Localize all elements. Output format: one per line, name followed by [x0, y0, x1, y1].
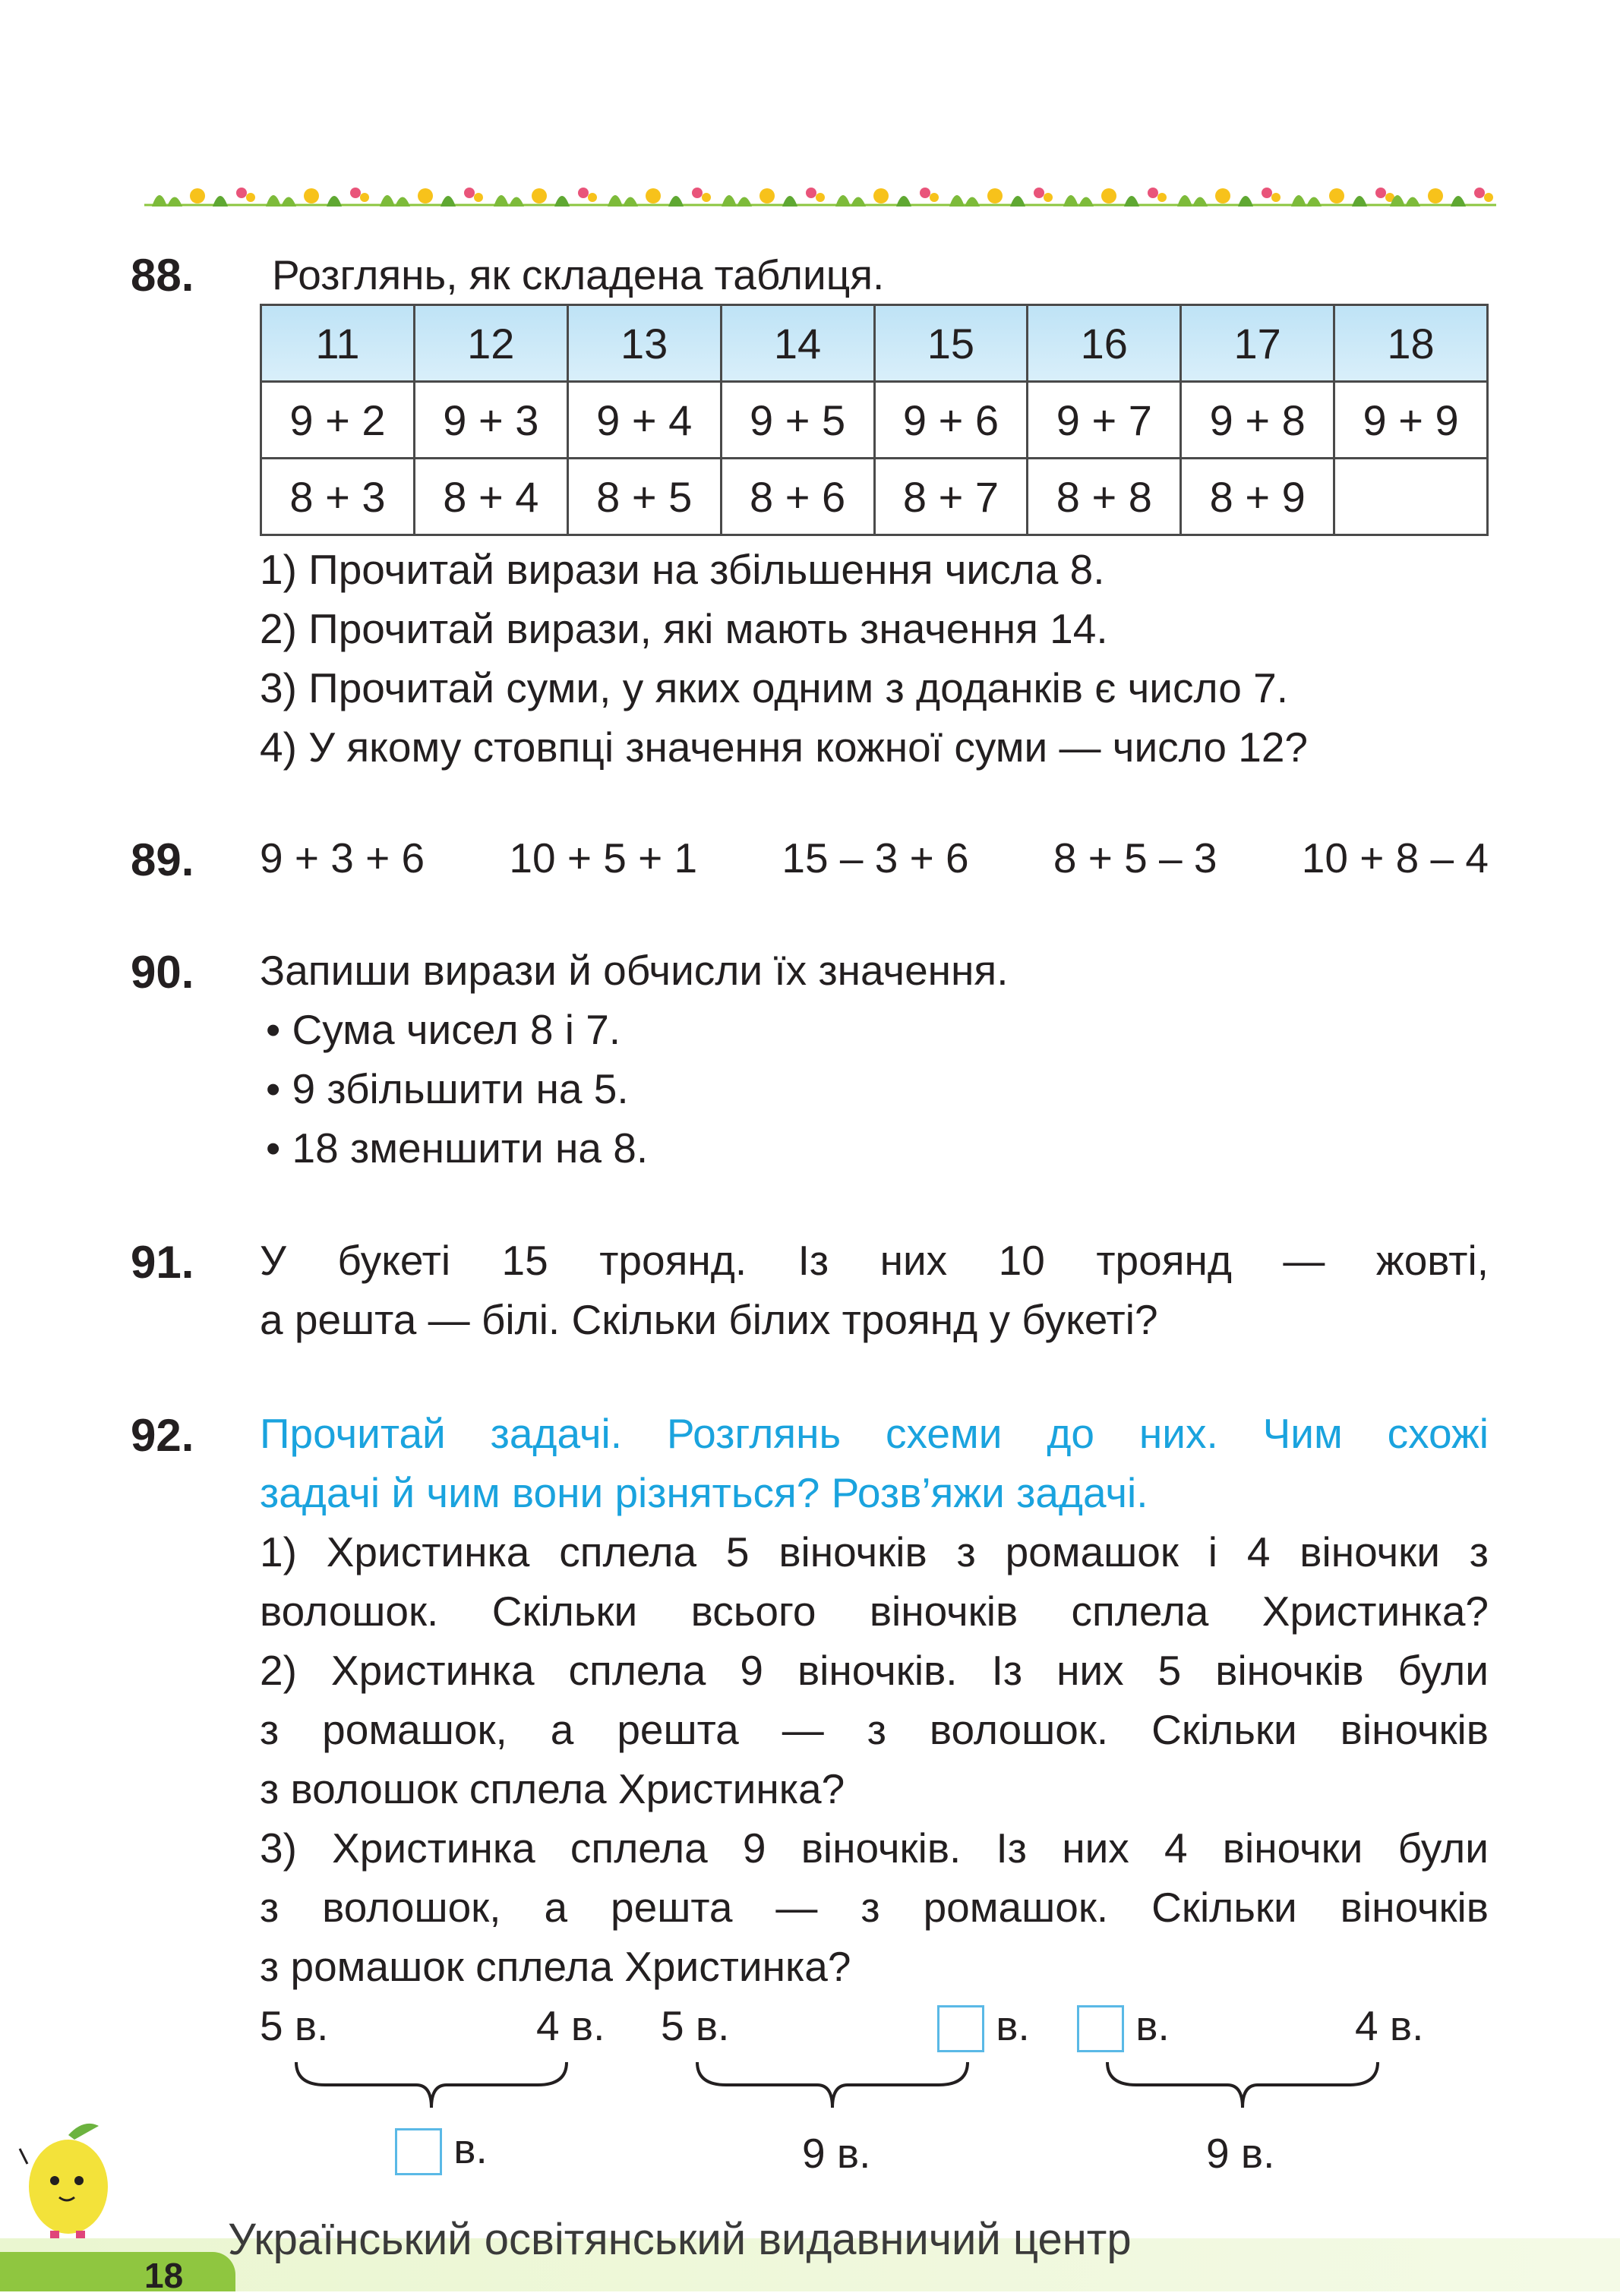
expression: 9 + 3 + 6 — [260, 834, 425, 882]
exercise-90-title: Запиши вирази й обчисли їх значення. — [260, 947, 1009, 994]
table-cell: 9 + 3 — [414, 382, 567, 459]
exercise-91-line-2: а решта — білі. Скільки білих троянд у букеті? — [260, 1296, 1158, 1343]
problem-3-line-3: з ромашок сплела Христинка? — [260, 1943, 851, 1990]
table-cell: 9 + 8 — [1181, 382, 1334, 459]
table-cell: 9 + 7 — [1028, 382, 1181, 459]
lemon-mascot-icon — [15, 2118, 122, 2255]
exercise-92-number: 92. — [131, 1410, 194, 1461]
table-cell: 14 — [721, 305, 874, 382]
table-header-row — [261, 305, 1488, 382]
problem-3-line-1: 3) Христинка сплела 9 віночків. Із них 4 віночки були — [260, 1824, 1489, 1872]
problem-3-line-2: з волошок, а решта — з ромашок. Скільки віночків — [260, 1884, 1489, 1931]
table-cell: 13 — [567, 305, 721, 382]
table-cell — [1334, 459, 1488, 535]
scheme-3-brace — [1106, 2059, 1379, 2112]
table-cell: 8 + 5 — [567, 459, 721, 535]
expression: 10 + 8 – 4 — [1301, 834, 1489, 882]
scheme-3-total: 9 в. — [1206, 2130, 1275, 2177]
scheme-2-left-label: 5 в. — [661, 2002, 730, 2049]
answer-box[interactable] — [1077, 2005, 1124, 2052]
flower-border-decoration — [144, 169, 1496, 214]
exercise-88-question-4: 4) У якому стовпці значення кожної суми — число 12? — [260, 724, 1309, 771]
exercise-88-title: Розглянь, як складена таблиця. — [272, 251, 885, 298]
table-cell: 16 — [1028, 305, 1181, 382]
exercise-89-number: 89. — [131, 834, 194, 885]
exercise-92-instruction-2: задачі й чим вони різняться? Розв’яжи задачі. — [260, 1469, 1148, 1516]
exercise-88-number: 88. — [131, 250, 194, 301]
table-cell: 15 — [874, 305, 1028, 382]
exercise-90-number: 90. — [131, 947, 194, 998]
problem-2-line-3: з волошок сплела Христинка? — [260, 1765, 845, 1812]
exercise-88-question-3: 3) Прочитай суми, у яких одним з доданків є число 7. — [260, 664, 1288, 711]
table-cell: 8 + 4 — [414, 459, 567, 535]
scheme-3-left — [1077, 2001, 1170, 2052]
problem-1-line-1: 1) Христинка сплела 5 віночків з ромашок і 4 віночки з — [260, 1528, 1489, 1575]
page-number-tab — [0, 2252, 235, 2295]
table-cell: 8 + 8 — [1028, 459, 1181, 535]
table-cell: 12 — [414, 305, 567, 382]
exercise-88-question-1: 1) Прочитай вирази на збільшення числа 8. — [260, 546, 1105, 593]
scheme-2-brace — [696, 2059, 969, 2112]
answer-box[interactable] — [937, 2005, 984, 2052]
expression: 8 + 5 – 3 — [1053, 834, 1217, 882]
table-cell: 8 + 6 — [721, 459, 874, 535]
page-number: 18 — [144, 2256, 184, 2295]
sum-table — [260, 304, 1489, 536]
exercise-91-line-1: У букеті 15 троянд. Із них 10 троянд — жовті, — [260, 1237, 1489, 1284]
problem-2-line-2: з ромашок, а решта — з волошок. Скільки віночків — [260, 1706, 1489, 1753]
table-cell: 9 + 5 — [721, 382, 874, 459]
table-cell: 9 + 4 — [567, 382, 721, 459]
table-cell: 9 + 2 — [261, 382, 415, 459]
problem-2-line-1: 2) Христинка сплела 9 віночків. Із них 5 віночків були — [260, 1647, 1489, 1694]
table-row — [261, 459, 1488, 535]
scheme-1-total — [395, 2124, 488, 2175]
scheme-1-left-label: 5 в. — [260, 2002, 329, 2049]
exercise-90-bullet-3: • 18 зменшити на 8. — [266, 1124, 649, 1172]
table-cell: 17 — [1181, 305, 1334, 382]
scheme-1-right-label: 4 в. — [536, 2002, 605, 2049]
table-cell: 18 — [1334, 305, 1488, 382]
exercise-89-expressions — [260, 834, 1489, 882]
expression: 10 + 5 + 1 — [509, 834, 698, 882]
unit-label: в. — [1135, 2002, 1170, 2049]
table-cell: 8 + 9 — [1181, 459, 1334, 535]
exercise-92-instruction-1: Прочитай задачі. Розглянь схеми до них. Чим схожі — [260, 1410, 1489, 1457]
scheme-2-total: 9 в. — [802, 2130, 871, 2177]
unit-label: в. — [453, 2125, 488, 2172]
exercise-90-bullet-1: • Сума чисел 8 і 7. — [266, 1006, 621, 1053]
table-cell: 8 + 3 — [261, 459, 415, 535]
table-cell: 9 + 9 — [1334, 382, 1488, 459]
answer-box[interactable] — [395, 2128, 442, 2175]
unit-label: в. — [996, 2002, 1030, 2049]
expression: 15 – 3 + 6 — [782, 834, 969, 882]
problem-1-line-2: волошок. Скільки всього віночків сплела Христинка? — [260, 1588, 1489, 1635]
exercise-88-question-2: 2) Прочитай вирази, які мають значення 14. — [260, 605, 1108, 652]
exercise-90-bullet-2: • 9 збільшити на 5. — [266, 1065, 629, 1112]
table-cell: 11 — [261, 305, 415, 382]
exercise-91-number: 91. — [131, 1237, 194, 1288]
scheme-3-right-label: 4 в. — [1355, 2002, 1424, 2049]
scheme-1-brace — [295, 2059, 568, 2112]
table-cell: 9 + 6 — [874, 382, 1028, 459]
table-row — [261, 382, 1488, 459]
scheme-2-right — [937, 2001, 1030, 2052]
publisher-name: Український освітянський видавничий центр — [228, 2215, 1132, 2264]
table-cell: 8 + 7 — [874, 459, 1028, 535]
